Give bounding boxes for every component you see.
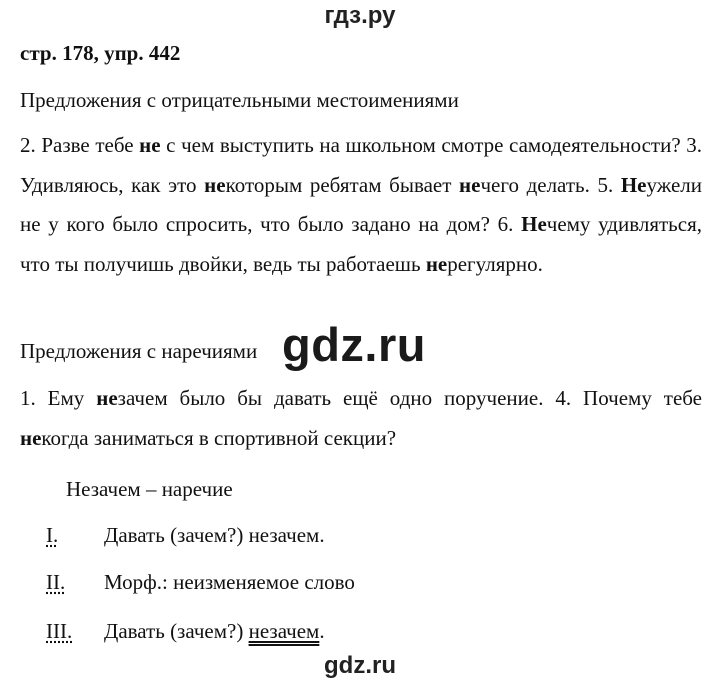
paragraph-pronouns: 2. Разве тебе не с чем выступить на школьном смотре самодеятельности? 3. Удивляюсь, как это некоторым ребятам бывает нечего делать. 5. Неужели не у кого было спросить, что было задано на дом? 6. Нечему удивляться, что ты получишь двойки, ведь ты работаешь нерегулярно.	[20, 133, 702, 276]
analysis-title: Незачем – наречие	[66, 477, 233, 501]
paragraph-adverbs: 1. Ему незачем было бы давать ещё одно поручение. 4. Почему тебе некогда заниматься в спортивной секции?	[20, 386, 702, 450]
section-title-adverbs: Предложения с наречиями	[20, 339, 258, 363]
analysis-item-number: II.	[46, 570, 66, 594]
analysis-item-2-text: Морф.: неизменяемое слово	[104, 570, 355, 594]
analysis-item-2	[46, 570, 65, 595]
underlined-word: незачем	[248, 619, 320, 643]
analysis-item-1	[46, 523, 58, 548]
watermark-bottom: gdz.ru	[324, 652, 396, 679]
analysis-item-1-text: Давать (зачем?) незачем.	[104, 523, 325, 547]
analysis-item-number: I.	[46, 523, 59, 547]
analysis-item-3-text: Давать (зачем?) незачем.	[104, 619, 325, 643]
analysis-item-3	[46, 619, 72, 644]
analysis-item-number: III.	[46, 619, 73, 643]
page-heading: стр. 178, упр. 442	[20, 41, 181, 65]
watermark-middle: gdz.ru	[282, 318, 426, 371]
section-title-pronouns: Предложения с отрицательными местоимениями	[20, 88, 459, 112]
watermark-top: гдз.ру	[324, 2, 396, 29]
